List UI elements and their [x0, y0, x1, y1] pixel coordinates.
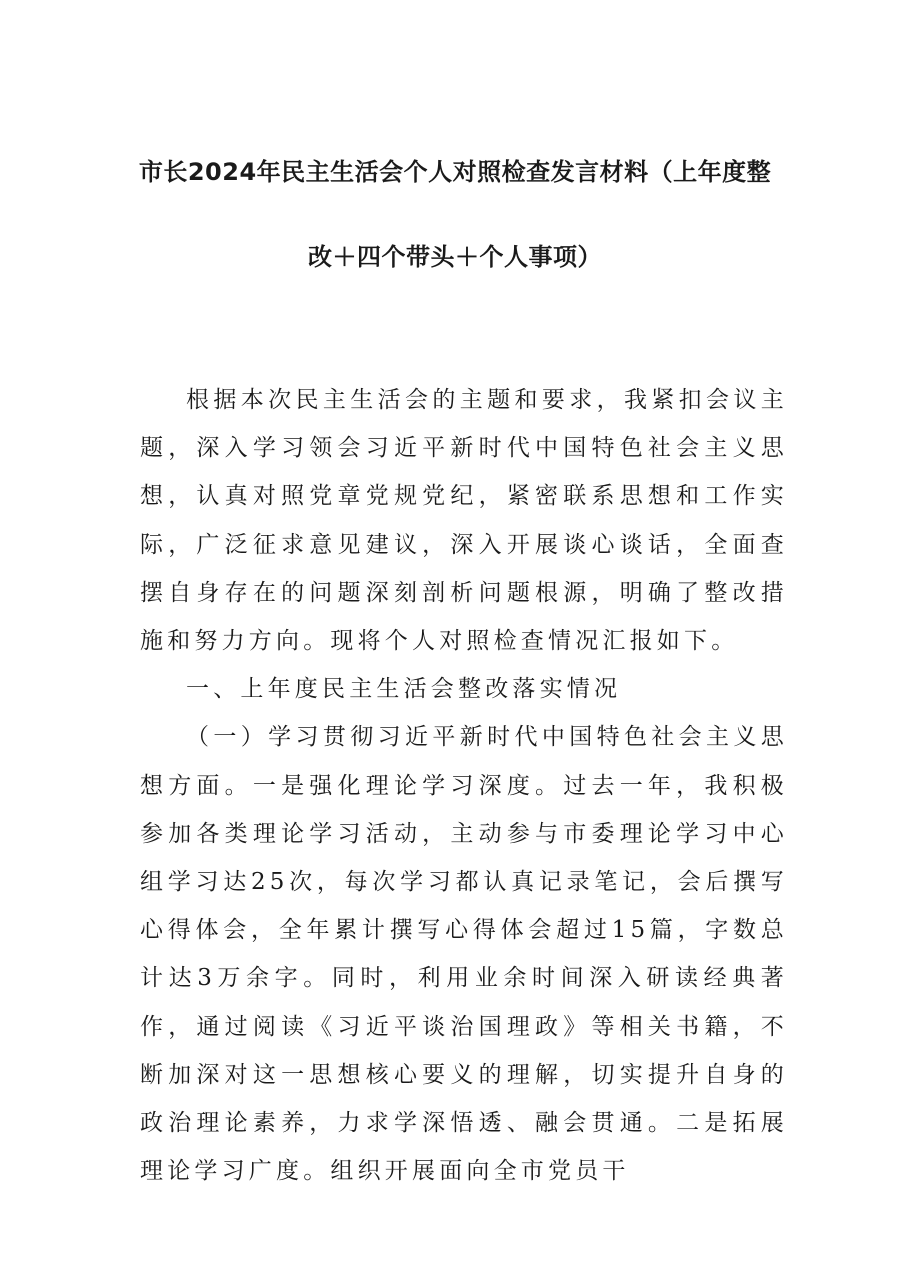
document-title-line-2: 改＋四个带头＋个人事项）	[308, 243, 602, 271]
subsection-paragraph-1: （一）学习贯彻习近平新时代中国特色社会主义思想方面。一是强化理论学习深度。过去一年，我积极参加各类理论学习活动，主动参与市委理论学习中心组学习达25次，每次学习都认真记录笔记，会后撰写心得体会，全年累计撰写心得体会超过15篇，字数总计达3万余字。同时，利用业余时间深入研读经典著作，通过阅读《习近平谈治国理政》等相关书籍，不断加深对这一思想核心要义的理解，切实提升自身的政治理论素养，力求学深悟透、融会贯通。二是拓展理论学习广度。组织开展面向全市党员干	[140, 724, 788, 1185]
section-heading-1: 一、上年度民主生活会整改落实情况	[186, 676, 622, 703]
intro-paragraph: 根据本次民主生活会的主题和要求，我紧扣会议主题，深入学习领会习近平新时代中国特色社会主义思想，认真对照党章党规党纪，紧密联系思想和工作实际，广泛征求意见建议，深入开展谈心谈话，全面查摆自身存在的问题深刻剖析问题根源，明确了整改措施和努力方向。现将个人对照检查情况汇报如下。	[140, 387, 788, 655]
document-body	[140, 376, 788, 1195]
document-title-line-1: 市长2024年民主生活会个人对照检查发言材料（上年度整	[138, 158, 772, 186]
